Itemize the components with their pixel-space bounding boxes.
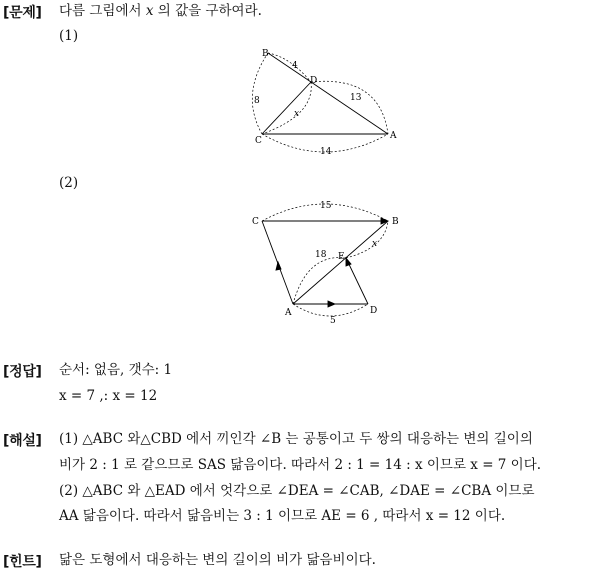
answer-line-2: x = 7 ,: x = 12 (59, 388, 158, 404)
prompt-variable: x (145, 3, 154, 19)
solution-line-2: 비가 2 : 1 로 같으므로 SAS 닮음이다. 따라서 2 : 1 = 14 : x 이므로 x = 7 이다. (59, 457, 542, 473)
fig2-edge-ab (293, 221, 388, 304)
fig1-label-c: C (255, 136, 262, 146)
fig2-label-a: A (285, 308, 292, 318)
prompt-post: 의 값을 구하여라. (157, 3, 262, 19)
fig2-label-d: D (370, 306, 378, 316)
fig2-arrow-cb (381, 218, 388, 224)
fig1-edge-bd (268, 53, 311, 82)
fig2-length-ad: 5 (330, 316, 336, 326)
fig1-length-bc: 8 (254, 96, 260, 106)
answer-line-1: 순서: 없음, 갯수: 1 (59, 362, 173, 378)
problem-prompt (59, 2, 262, 20)
solution-line-4: AA 닮음이다. 따라서 닮음비는 3 : 1 이므로 AE = 6 , 따라서 x = 12 이다. (59, 508, 506, 524)
solution-line-1: (1) △ABC 와△CBD 에서 끼인각 ∠B 는 공통이고 두 쌍의 대응하는 변의 길이의 (59, 431, 533, 447)
solution-line-3: (2) △ABC 와 △EAD 에서 엇각으로 ∠DEA = ∠CAB, ∠DAE = ∠CBA 이므로 (59, 483, 535, 499)
fig2-length-eb: x (372, 239, 378, 249)
hint-text: 닮은 도형에서 대응하는 변의 길이의 비가 닮음비이다. (59, 552, 376, 568)
part2-label: (2) (59, 175, 79, 191)
solution-tag: [해설] (3, 433, 42, 449)
hint-tag: [힌트] (3, 554, 42, 570)
fig1-length-da: 13 (350, 93, 362, 103)
fig1-edge-da (311, 82, 388, 134)
fig1-length-cd: x (294, 109, 300, 119)
answer-tag: [정답] (3, 364, 42, 380)
fig1-edge-dc (262, 82, 311, 134)
fig2-length-cb: 15 (320, 201, 332, 211)
fig2-arrow-ad (328, 301, 335, 307)
figure-2 (245, 193, 415, 328)
figure-1 (240, 45, 410, 160)
fig2-length-ae: 18 (315, 250, 327, 260)
fig1-arc-bc (252, 53, 268, 134)
fig2-label-e: E (338, 252, 345, 262)
problem-tag: [문제] (3, 5, 42, 21)
fig1-label-a: A (390, 131, 397, 141)
fig1-label-d: D (310, 76, 318, 86)
fig2-label-c: C (252, 217, 259, 227)
fig2-arrow-ca (276, 262, 281, 270)
fig1-length-bd: 4 (292, 61, 298, 71)
fig1-label-b: B (262, 49, 269, 59)
fig2-label-b: B (392, 217, 399, 227)
part1-label: (1) (59, 28, 79, 44)
prompt-pre: 다름 그림에서 (59, 3, 142, 19)
fig1-length-ca: 14 (320, 147, 332, 157)
fig2-arrow-ed (346, 258, 351, 266)
